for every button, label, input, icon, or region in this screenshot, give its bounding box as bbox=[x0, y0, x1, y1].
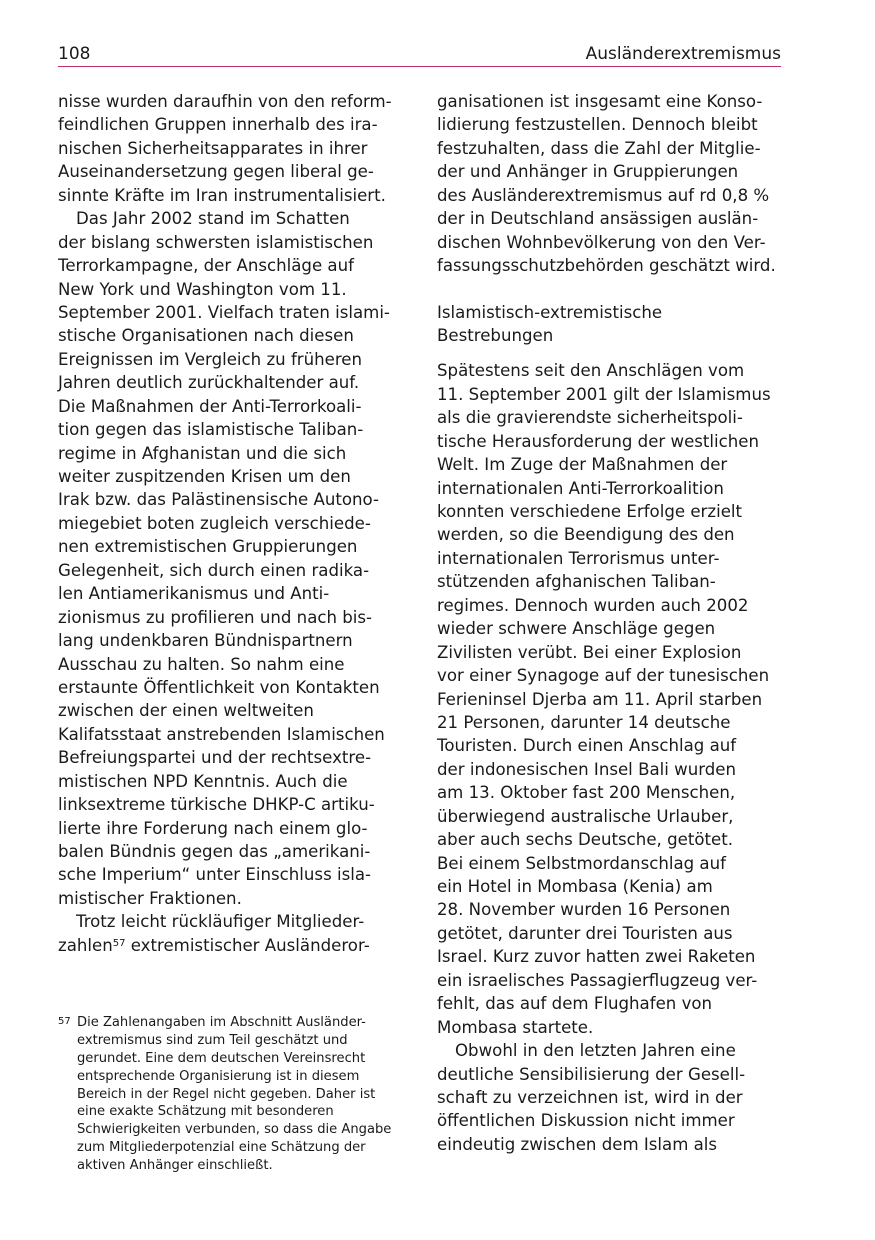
text-line: der in Deutschland ansässigen auslän- bbox=[437, 209, 759, 229]
text-line: zwischen der einen weltweiten bbox=[58, 701, 314, 721]
text-line: sinnte Kräfte im Iran instrumentalisiert. bbox=[58, 185, 386, 205]
text-line: deutliche Sensibilisierung der Gesell- bbox=[437, 1064, 746, 1084]
text-line: eindeutig zwischen dem Islam als bbox=[437, 1134, 718, 1154]
text-line: Ereignissen im Vergleich zu früheren bbox=[58, 349, 363, 369]
footnote-line: aktiven Anhänger einschließt. bbox=[77, 1158, 273, 1174]
text-line: lierte ihre Forderung nach einem glo- bbox=[58, 818, 368, 838]
text-line: wieder schwere Anschläge gegen bbox=[437, 619, 716, 639]
text-line: nen extremistischen Gruppierungen bbox=[58, 537, 358, 557]
text-line: sche Imperium“ unter Einschluss isla- bbox=[58, 865, 372, 885]
footnote bbox=[58, 1014, 408, 1175]
text-line: 28. November wurden 16 Personen bbox=[437, 900, 731, 920]
text-fragment: zahlen bbox=[58, 935, 113, 955]
text-line: der und Anhänger in Gruppierungen bbox=[437, 162, 739, 182]
text-line: regimes. Dennoch wurden auch 2002 bbox=[437, 595, 749, 615]
text-line: September 2001. Vielfach traten islami- bbox=[58, 302, 390, 322]
text-line: überwiegend australische Urlauber, bbox=[437, 806, 734, 826]
text-line: nischen Sicherheitsapparates in ihrer bbox=[58, 138, 368, 158]
text-line: der bislang schwersten islamistischen bbox=[58, 232, 374, 252]
text-line: Spätestens seit den Anschlägen vom bbox=[437, 361, 745, 381]
text-line: Befreiungspartei und der rechtsextre- bbox=[58, 748, 372, 768]
text-line: ein Hotel in Mombasa (Kenia) am bbox=[437, 877, 713, 897]
text-line: New York und Washington vom 11. bbox=[58, 279, 347, 299]
running-title: Ausländerextremismus bbox=[585, 44, 781, 64]
text-line: Terrorkampagne, der Anschläge auf bbox=[58, 256, 354, 276]
text-line: werden, so die Beendigung des den bbox=[437, 525, 735, 545]
text-line: linksextreme türkische DHKP-C artiku- bbox=[58, 795, 375, 815]
page-number: 108 bbox=[58, 44, 91, 64]
text-line: am 13. Oktober fast 200 Menschen, bbox=[437, 783, 736, 803]
footnote-line: gerundet. Eine dem deutschen Vereinsrecht bbox=[77, 1050, 366, 1066]
text-line: aber auch sechs Deutsche, getötet. bbox=[437, 830, 733, 850]
header-rule bbox=[58, 66, 781, 67]
text-line: Ferieninsel Djerba am 11. April starben bbox=[437, 689, 763, 709]
text-line: Welt. Im Zuge der Maßnahmen der bbox=[437, 455, 728, 475]
text-line: lidierung festzustellen. Dennoch bleibt bbox=[437, 115, 758, 135]
text-line: fehlt, das auf dem Flughafen von bbox=[437, 994, 713, 1014]
footnote-line: Schwierigkeiten verbunden, so dass die Angabe bbox=[77, 1122, 392, 1138]
spacer bbox=[437, 278, 787, 301]
text-line: getötet, darunter drei Touristen aus bbox=[437, 923, 733, 943]
footnote-line: Bereich in der Regel nicht gegeben. Daher ist bbox=[77, 1086, 376, 1102]
text-line: stische Organisationen nach diesen bbox=[58, 326, 354, 346]
text-line: len Antiamerikanismus und Anti- bbox=[58, 584, 330, 604]
text-line: regime in Afghanistan und die sich bbox=[58, 443, 347, 463]
footnote-reference: 57 bbox=[112, 937, 126, 949]
text-line: schaft zu verzeichnen ist, wird in der bbox=[437, 1087, 743, 1107]
footnote-line: extremismus sind zum Teil geschätzt und bbox=[77, 1032, 348, 1048]
text-line: Obwohl in den letzten Jahren eine bbox=[455, 1041, 736, 1061]
footnote-line: Die Zahlenangaben im Abschnitt Ausländer- bbox=[77, 1015, 366, 1030]
text-line: nisse wurden daraufhin von den reform- bbox=[58, 92, 392, 111]
text-line: feindlichen Gruppen innerhalb des ira- bbox=[58, 115, 378, 135]
section-heading-line: Bestrebungen bbox=[437, 325, 554, 345]
text-line: Touristen. Durch einen Anschlag auf bbox=[437, 736, 737, 756]
text-line: dischen Wohnbevölkerung von den Ver- bbox=[437, 232, 766, 252]
text-line: zionismus zu profilieren und nach bis- bbox=[58, 607, 373, 627]
text-line: Bei einem Selbstmordanschlag auf bbox=[437, 853, 726, 873]
text-line: Das Jahr 2002 stand im Schatten bbox=[76, 209, 350, 229]
text-line: Israel. Kurz zuvor hatten zwei Raketen bbox=[437, 947, 756, 967]
section-heading-line: Islamistisch-extremistische bbox=[437, 302, 663, 322]
text-line: balen Bündnis gegen das „amerikani- bbox=[58, 842, 371, 861]
footnote-number: 57 bbox=[58, 1016, 71, 1027]
text-line: Irak bzw. das Palästinensische Autono- bbox=[58, 490, 379, 510]
left-column bbox=[58, 90, 408, 957]
text-line: tische Herausforderung der westlichen bbox=[437, 431, 760, 451]
text-line: miegebiet boten zugleich verschiede- bbox=[58, 513, 371, 533]
text-line: 11. September 2001 gilt der Islamismus bbox=[437, 384, 771, 404]
text-line: Gelegenheit, sich durch einen radika- bbox=[58, 560, 370, 580]
text-line: öffentlichen Diskussion nicht immer bbox=[437, 1111, 735, 1131]
text-line: Ausschau zu halten. So nahm eine bbox=[58, 654, 345, 674]
text-line: Zivilisten verübt. Bei einer Explosion bbox=[437, 642, 742, 662]
text-line: ganisationen ist insgesamt eine Konso- bbox=[437, 92, 763, 111]
text-line: erstaunte Öffentlichkeit von Kontakten bbox=[58, 677, 380, 697]
text-line: der indonesischen Insel Bali wurden bbox=[437, 759, 736, 779]
spacer bbox=[437, 347, 787, 359]
footnote-line: entsprechende Organisierung ist in diesem bbox=[77, 1068, 360, 1084]
text-line: weiter zuspitzenden Krisen um den bbox=[58, 467, 351, 486]
text-line: 21 Personen, darunter 14 deutsche bbox=[437, 712, 731, 732]
text-line: vor einer Synagoge auf der tunesischen bbox=[437, 666, 770, 686]
text-line: lang undenkbaren Bündnispartnern bbox=[58, 631, 353, 651]
text-line: Die Maßnahmen der Anti-Terrorkoali- bbox=[58, 396, 362, 416]
text-line: mistischer Fraktionen. bbox=[58, 888, 242, 908]
text-line: Mombasa startete. bbox=[437, 1017, 594, 1037]
text-line: Jahren deutlich zurückhaltender auf. bbox=[58, 373, 360, 393]
text-line: ein israelisches Passagierflugzeug ver- bbox=[437, 970, 758, 990]
footnote-text bbox=[77, 1014, 408, 1175]
text-line: internationalen Terrorismus unter- bbox=[437, 548, 720, 568]
text-line-with-footnote-ref bbox=[58, 934, 408, 957]
text-line: tion gegen das islamistische Taliban- bbox=[58, 420, 364, 440]
text-line: mistischen NPD Kenntnis. Auch die bbox=[58, 771, 348, 791]
text-line: als die gravierendste sicherheitspoli- bbox=[437, 408, 743, 428]
text-line: Kalifatsstaat anstrebenden Islamischen bbox=[58, 724, 385, 744]
text-line: des Ausländerextremismus auf rd 0,8 % bbox=[437, 185, 770, 205]
text-fragment: extremistischer Ausländeror- bbox=[125, 935, 370, 955]
text-line: internationalen Anti-Terrorkoalition bbox=[437, 478, 724, 498]
text-line: festzuhalten, dass die Zahl der Mitglie- bbox=[437, 138, 761, 158]
footnote-line: eine exakte Schätzung mit besonderen bbox=[77, 1104, 334, 1120]
right-column bbox=[437, 90, 787, 1156]
text-line: fassungsschutzbehörden geschätzt wird. bbox=[437, 256, 776, 276]
footnote-line: zum Mitgliederpotenzial eine Schätzung der bbox=[77, 1140, 366, 1156]
text-line: Trotz leicht rückläufiger Mitglieder- bbox=[76, 912, 365, 932]
text-line: Auseinandersetzung gegen liberal ge- bbox=[58, 162, 374, 182]
text-line: stützenden afghanischen Taliban- bbox=[437, 572, 716, 592]
text-line: konnten verschiedene Erfolge erzielt bbox=[437, 502, 743, 522]
